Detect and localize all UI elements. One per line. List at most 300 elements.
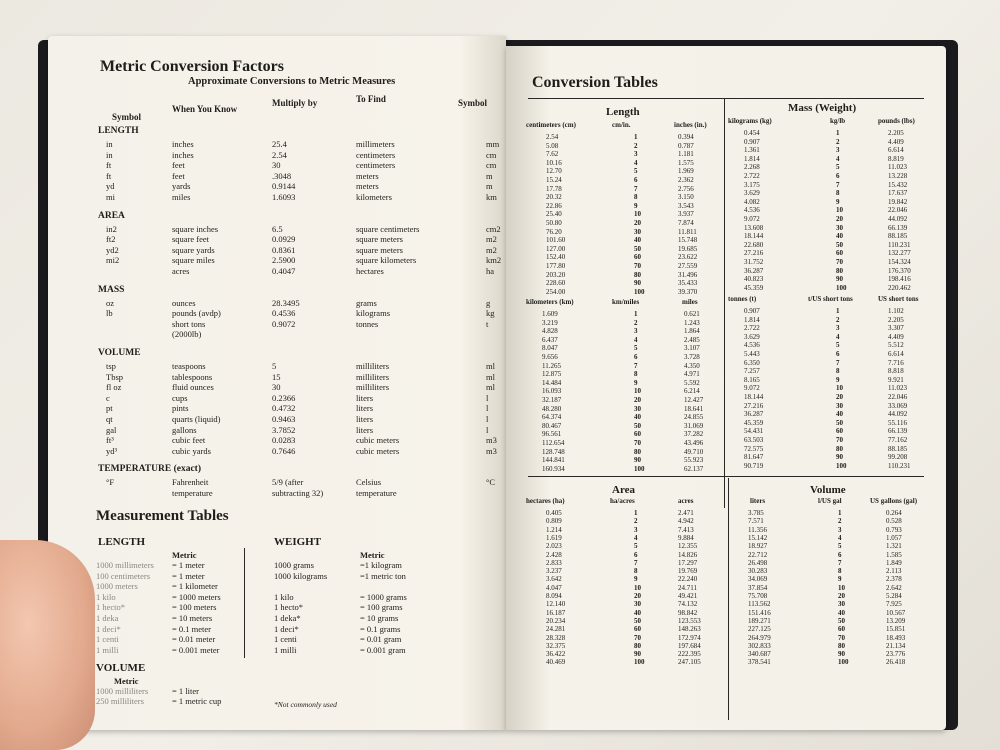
table-cell: 247.105 [678, 658, 701, 667]
conversion-cell: yd2 [106, 244, 119, 255]
table-header: acres [678, 497, 694, 505]
table-cell: 45.359 [744, 283, 764, 292]
table-cell: 18.144 [744, 232, 764, 241]
table-cell: 77.162 [888, 436, 908, 444]
table-cell-key: 90 [634, 456, 641, 465]
conversion-cell: ha [486, 266, 495, 276]
table-header: US gallons (gal) [870, 497, 918, 505]
table-cell: 22.712 [748, 550, 768, 559]
table-cell: 22.046 [888, 206, 908, 215]
table-cell: 0.621 [684, 310, 700, 318]
measure-weight-value: =1 kilogram [360, 560, 402, 570]
table-cell: 2.642 [886, 583, 902, 592]
table-cell-key: 100 [634, 658, 645, 667]
table-cell: 5.08 [546, 141, 559, 150]
measure-weight-value: = 1000 grams [360, 591, 407, 602]
table-cell: 17.78 [546, 184, 562, 193]
table-header: ha/acres [610, 497, 635, 505]
section-title: LENGTH [98, 126, 139, 136]
metric-label-weight: Metric [360, 550, 385, 560]
table-cell: 36.287 [744, 410, 764, 419]
table-cell: 110.231 [888, 240, 911, 249]
table-cell: 222.395 [678, 650, 701, 659]
table-cell: 15.24 [546, 176, 562, 184]
measure-weight-unit: 1 kilo [274, 591, 294, 602]
table-cell-key: 3 [634, 327, 638, 336]
table-cell-key: 50 [634, 616, 641, 625]
table-cell: 9.921 [888, 375, 904, 384]
conversion-cell: temperature [356, 488, 397, 498]
conversion-cell: liters [356, 403, 373, 414]
conversion-cell: tsp [106, 361, 116, 371]
conversion-cell: ml [486, 371, 495, 382]
table-cell: 4.828 [542, 327, 558, 336]
table-cell: 20.234 [546, 616, 566, 625]
table-cell: 90.719 [744, 461, 764, 470]
conversion-cell: 2.54 [272, 149, 287, 160]
table-cell: 32.375 [546, 641, 566, 650]
conversion-cell: 0.4732 [272, 403, 296, 414]
header-symbol2: Symbol [458, 98, 488, 108]
table-cell-key: 70 [634, 262, 641, 270]
table-cell: 4.409 [888, 332, 904, 341]
table-cell: 15.851 [886, 625, 906, 634]
table-cell-key: 8 [634, 193, 638, 202]
table-cell: 4.942 [678, 517, 694, 526]
table-cell-key: 80 [836, 444, 843, 453]
conversion-cell: cubic feet [172, 435, 206, 446]
table-cell: 198.416 [888, 275, 911, 284]
table-cell-key: 100 [836, 283, 847, 292]
table-cell: 197.684 [678, 641, 701, 650]
table-header: km/miles [612, 298, 640, 306]
table-cell-key: 6 [836, 350, 840, 358]
conversion-cell: subtracting 32) [272, 488, 324, 498]
table-cell-key: 30 [634, 600, 641, 609]
table-cell: 132.277 [888, 249, 911, 258]
measure-length-unit: 1 hecto* [96, 602, 126, 613]
table-cell: 254.00 [546, 287, 566, 296]
conversion-cell: acres [172, 266, 190, 276]
table-cell: 35.433 [678, 279, 698, 288]
conversion-cell: Tbsp [106, 371, 123, 382]
table-cell-key: 10 [634, 387, 641, 396]
conversion-cell: 0.9463 [272, 414, 296, 424]
table-cell: 15.142 [748, 533, 768, 542]
measure-divider [244, 548, 245, 658]
table-cell-key: 40 [634, 413, 641, 422]
table-cell: 11.265 [542, 361, 561, 370]
right-page [506, 46, 946, 730]
table-cell: 0.264 [886, 509, 902, 517]
table-cell: 1.321 [886, 542, 902, 551]
table-cell: 1.609 [542, 310, 558, 318]
conversion-cell: cm [486, 149, 497, 160]
table-cell: 25.40 [546, 210, 562, 219]
table-cell: 2.113 [886, 567, 902, 576]
table-cell-key: 3 [836, 324, 840, 333]
conversion-cell: in [106, 149, 113, 160]
table-cell-key: 4 [634, 335, 638, 344]
table-cell: 11.356 [748, 525, 767, 534]
table-cell-key: 2 [836, 137, 840, 146]
table-cell: 7.716 [888, 358, 904, 367]
metric-label-length: Metric [172, 550, 197, 560]
conversion-cell: pints [172, 403, 189, 414]
table-cell: 24.281 [546, 625, 566, 634]
conversion-cell: centimeters [356, 160, 396, 171]
conversion-cell: (2000lb) [172, 329, 202, 340]
table-cell: 66.139 [888, 223, 908, 232]
conversion-cell: inches [172, 149, 194, 160]
table-cell: 6.614 [888, 350, 904, 358]
table-cell: 9.656 [542, 353, 558, 361]
table-cell: 2.833 [546, 558, 562, 567]
conversion-cell: 30 [272, 160, 281, 171]
table-cell: 3.937 [678, 210, 694, 219]
table-cell-key: 50 [836, 240, 843, 249]
conversion-cell: 0.8361 [272, 244, 296, 255]
table-cell: 24.711 [678, 583, 697, 592]
table-cell-key: 3 [836, 146, 840, 155]
table-cell: 98.842 [678, 608, 698, 617]
table-cell: 1.585 [886, 550, 902, 559]
footnote: *Not commonly used [274, 700, 337, 709]
table-cell-key: 8 [838, 567, 842, 576]
table-cell: 1.619 [546, 533, 562, 542]
conversion-cell: miles [172, 192, 191, 202]
table-cell: 13.608 [744, 223, 764, 232]
conversion-cell: gal [106, 424, 117, 435]
table-cell-key: 9 [634, 575, 638, 584]
measure-weight-unit: 1 hecto* [274, 602, 304, 613]
table-cell: 5.512 [888, 341, 904, 350]
table-cell: 74.132 [678, 600, 698, 609]
conversion-cell: 0.0929 [272, 234, 296, 245]
table-cell-key: 70 [838, 633, 845, 642]
table-cell-key: 30 [634, 227, 641, 236]
table-cell: 3.543 [678, 201, 694, 210]
table-cell: 0.907 [744, 307, 760, 315]
table-cell-key: 9 [838, 575, 842, 584]
measure-weight-value: =1 metric ton [360, 570, 406, 581]
measure-length-unit: 100 centimeters [96, 570, 151, 581]
table-cell-key: 100 [836, 461, 847, 470]
table-cell: 1.057 [886, 533, 902, 542]
conversion-cell: ft2 [106, 234, 116, 245]
table-cell: 6.350 [744, 358, 760, 367]
table-cell: 36.422 [546, 650, 566, 659]
conversion-cell: m [486, 170, 493, 181]
table-cell: 2.428 [546, 550, 562, 559]
conversion-cell: tonnes [356, 318, 379, 329]
table-header: l/US gal [818, 497, 842, 505]
table-cell-key: 20 [836, 393, 843, 401]
table-header: inches (in.) [674, 121, 707, 129]
conversion-cell: 5/9 (after [272, 477, 304, 488]
table-cell: 96.561 [542, 430, 562, 439]
table-cell: 19.769 [678, 567, 698, 576]
conversion-cell: fluid ounces [172, 382, 214, 393]
conversion-cell: km [486, 192, 497, 202]
table-cell: 9.072 [744, 384, 760, 393]
table-header: hectares (ha) [526, 497, 565, 505]
table-cell-key: 4 [836, 332, 840, 341]
table-cell: 154.324 [888, 258, 911, 266]
table-cell: 26.418 [886, 658, 906, 667]
table-cell: 5.284 [886, 592, 902, 600]
table-cell: 15.432 [888, 180, 908, 189]
conversion-cell: m2 [486, 234, 497, 245]
table-cell: 76.20 [546, 227, 562, 236]
table-cell-key: 10 [836, 206, 843, 215]
table-cell: 18.927 [748, 542, 768, 551]
conversion-cell: Fahrenheit [172, 477, 209, 488]
conversion-cell: 1.6093 [272, 192, 296, 202]
table-cell-key: 40 [838, 608, 845, 617]
table-cell-key: 60 [634, 253, 641, 262]
conversion-cell: liters [356, 392, 373, 403]
table-cell-key: 4 [634, 533, 638, 542]
conversion-cell: liters [356, 414, 373, 424]
conversion-cell: ounces [172, 297, 196, 308]
table-cell: 12.355 [678, 542, 698, 551]
table-cell-key: 100 [634, 464, 645, 473]
table-cell: 10.567 [886, 608, 906, 617]
table-cell: 24.855 [684, 413, 704, 422]
conversion-cell: quarts (liquid) [172, 414, 221, 424]
conversion-cell: km2 [486, 255, 502, 266]
conversion-cell: square centimeters [356, 223, 420, 234]
table-cell: 39.370 [678, 287, 698, 296]
measure-weight-unit: 1000 grams [274, 560, 314, 570]
measure-weight-value: = 0.1 grams [360, 623, 401, 634]
table-cell: 43.496 [684, 439, 704, 447]
table-cell: 18.641 [684, 404, 704, 413]
table-cell: 17.297 [678, 558, 698, 567]
conversion-cell: Celsius [356, 477, 382, 488]
table-cell-key: 80 [836, 266, 843, 275]
table-cell-key: 90 [836, 453, 843, 462]
conversion-cell: 0.7646 [272, 445, 296, 456]
conversion-cell: ml [486, 382, 495, 393]
table-cell: 3.107 [684, 344, 700, 353]
table-cell-key: 7 [836, 180, 840, 189]
table-cell-key: 3 [838, 525, 842, 534]
table-cell: 5.443 [744, 350, 760, 358]
table-cell: 22.240 [678, 575, 698, 584]
table-cell-key: 90 [836, 275, 843, 284]
table-cell-key: 10 [838, 583, 845, 592]
table-cell: 34.069 [748, 575, 768, 584]
table-header: tonnes (t) [728, 295, 757, 303]
table-cell-key: 6 [634, 550, 638, 559]
table-cell: 144.841 [542, 456, 565, 465]
measure-length-unit: 1000 meters [96, 581, 138, 592]
table-cell: 2.722 [744, 324, 760, 333]
conversion-cell: yd [106, 181, 115, 192]
table-cell-key: 9 [634, 201, 638, 210]
table-cell: 101.60 [546, 236, 566, 245]
table-cell-key: 40 [634, 608, 641, 617]
table-cell: 44.092 [888, 410, 908, 419]
conversion-cell: cubic meters [356, 435, 400, 446]
table-cell: 17.637 [888, 189, 908, 198]
page-subtitle: Approximate Conversions to Metric Measures [188, 76, 396, 87]
table-cell: 0.907 [744, 137, 760, 146]
conversion-cell: square inches [172, 223, 219, 234]
conversion-cell: meters [356, 181, 379, 192]
table-cell: 189.271 [748, 616, 771, 625]
measure-length-unit: 1 deci* [96, 623, 121, 634]
mass-title: Mass (Weight) [788, 102, 857, 114]
measure-length-unit: 1 deka [96, 613, 119, 623]
table-cell: 27.559 [678, 262, 698, 270]
table-cell: 2.722 [744, 172, 760, 180]
table-cell: 8.165 [744, 375, 760, 384]
table-cell-key: 3 [634, 150, 638, 159]
table-cell: 160.934 [542, 464, 565, 473]
table-cell: 2.485 [684, 335, 700, 344]
conversion-cell: millimeters [356, 139, 395, 149]
table-cell: 37.282 [684, 430, 704, 439]
table-cell: 1.969 [678, 167, 694, 176]
table-cell-key: 9 [634, 378, 638, 387]
table-cell: 22.680 [744, 240, 764, 249]
conversion-cell: square feet [172, 234, 210, 245]
table-cell-key: 70 [836, 436, 843, 444]
table-cell-key: 80 [634, 447, 641, 456]
table-cell: 3.642 [546, 575, 562, 584]
table-cell-key: 60 [836, 427, 843, 436]
table-cell-key: 2 [836, 315, 840, 324]
table-cell-key: 1 [836, 129, 840, 137]
conversion-cell: 0.4536 [272, 308, 296, 319]
table-cell: 11.023 [888, 163, 907, 172]
conversion-cell: inches [172, 139, 194, 149]
table-cell: 3.237 [546, 567, 562, 576]
conversion-cell: temperature [172, 488, 213, 498]
table-cell: 13.209 [886, 616, 906, 625]
table-cell: 6.437 [542, 335, 558, 344]
conversion-cell: square meters [356, 234, 403, 245]
table-cell-key: 7 [838, 558, 842, 567]
conversion-tables-title: Conversion Tables [532, 74, 658, 91]
table-cell: 0.394 [678, 133, 694, 141]
table-cell: 123.553 [678, 616, 701, 625]
table-cell-key: 8 [836, 367, 840, 376]
table-cell: 2.471 [678, 509, 694, 517]
table-cell: 378.541 [748, 658, 771, 667]
table-cell: 33.069 [888, 401, 908, 410]
table-cell-key: 90 [634, 650, 641, 659]
table-cell: 152.40 [546, 253, 566, 262]
table-cell-key: 90 [634, 279, 641, 288]
conversion-cell: gallons [172, 424, 197, 435]
table-cell: 30.283 [748, 567, 768, 576]
table-cell: 54.431 [744, 427, 764, 436]
table-cell: 28.328 [546, 633, 566, 642]
table-cell: 22.86 [546, 201, 562, 210]
measure-weight-unit: 1000 kilograms [274, 570, 328, 581]
measure-length-value: = 10 meters [172, 613, 213, 623]
table-cell: 0.528 [886, 517, 902, 526]
table-cell: 0.454 [744, 129, 760, 137]
table-cell-key: 90 [838, 650, 845, 659]
table-cell: 19.842 [888, 197, 908, 206]
table-cell: 7.571 [748, 517, 764, 526]
measure-weight-value: = 10 grams [360, 613, 399, 623]
conversion-cell: 6.5 [272, 223, 283, 234]
table-cell: 64.374 [542, 413, 562, 422]
table-cell: 12.875 [542, 370, 562, 379]
table-cell-key: 5 [838, 542, 842, 551]
measure-length-value: = 0.1 meter [172, 623, 212, 634]
thumb [0, 540, 95, 750]
table-cell: 80.467 [542, 421, 562, 430]
header-find: To Find [356, 94, 386, 104]
conversion-cell: l [486, 403, 489, 414]
conversion-cell: short tons [172, 318, 206, 329]
measure-volume-title: VOLUME [96, 662, 146, 674]
table-cell-key: 4 [838, 533, 842, 542]
table-cell-key: 1 [634, 509, 638, 517]
table-cell-key: 1 [634, 310, 638, 318]
table-cell-key: 10 [634, 583, 641, 592]
table-cell: 15.748 [678, 236, 698, 245]
conversion-cell: 0.0283 [272, 435, 296, 446]
measure-length-value: = 1 meter [172, 560, 205, 570]
table-cell: 11.023 [888, 384, 907, 393]
conversion-cell: 30 [272, 382, 281, 393]
mid-rule [528, 476, 924, 477]
conversion-cell: 5 [272, 361, 277, 371]
conversion-cell: cubic yards [172, 445, 211, 456]
table-cell: 3.785 [748, 509, 764, 517]
table-cell: 264.979 [748, 633, 771, 642]
conversion-cell: square yards [172, 244, 215, 255]
conversion-cell: m3 [486, 435, 497, 446]
table-header: US short tons [878, 295, 919, 303]
conversion-cell: g [486, 297, 491, 308]
table-cell: 2.023 [546, 542, 562, 551]
conversion-cell: kilograms [356, 308, 390, 319]
conversion-cell: feet [172, 160, 185, 171]
table-cell: 4.536 [744, 206, 760, 215]
table-cell: 2.205 [888, 129, 904, 137]
measurement-title: Measurement Tables [96, 508, 229, 524]
table-cell-key: 7 [634, 361, 638, 370]
table-cell: 2.378 [886, 575, 902, 584]
table-cell: 7.62 [546, 150, 559, 159]
table-cell: 31.752 [744, 258, 764, 266]
table-cell-key: 60 [634, 625, 641, 634]
section-title: AREA [98, 210, 125, 221]
conversion-cell: meters [356, 170, 379, 181]
table-cell-key: 80 [634, 270, 641, 279]
measure-weight-unit: 1 centi [274, 634, 297, 645]
table-cell-key: 8 [836, 189, 840, 198]
measure-length-unit: 1000 millimeters [96, 560, 154, 570]
conversion-cell: l [486, 424, 489, 435]
table-cell: 88.185 [888, 232, 908, 241]
table-header: liters [750, 497, 766, 505]
table-cell: 4.350 [684, 361, 700, 370]
table-cell: 227.125 [748, 625, 771, 634]
table-cell: 8.819 [888, 154, 904, 163]
table-cell: 1.361 [744, 146, 760, 155]
table-cell-key: 70 [634, 633, 641, 642]
